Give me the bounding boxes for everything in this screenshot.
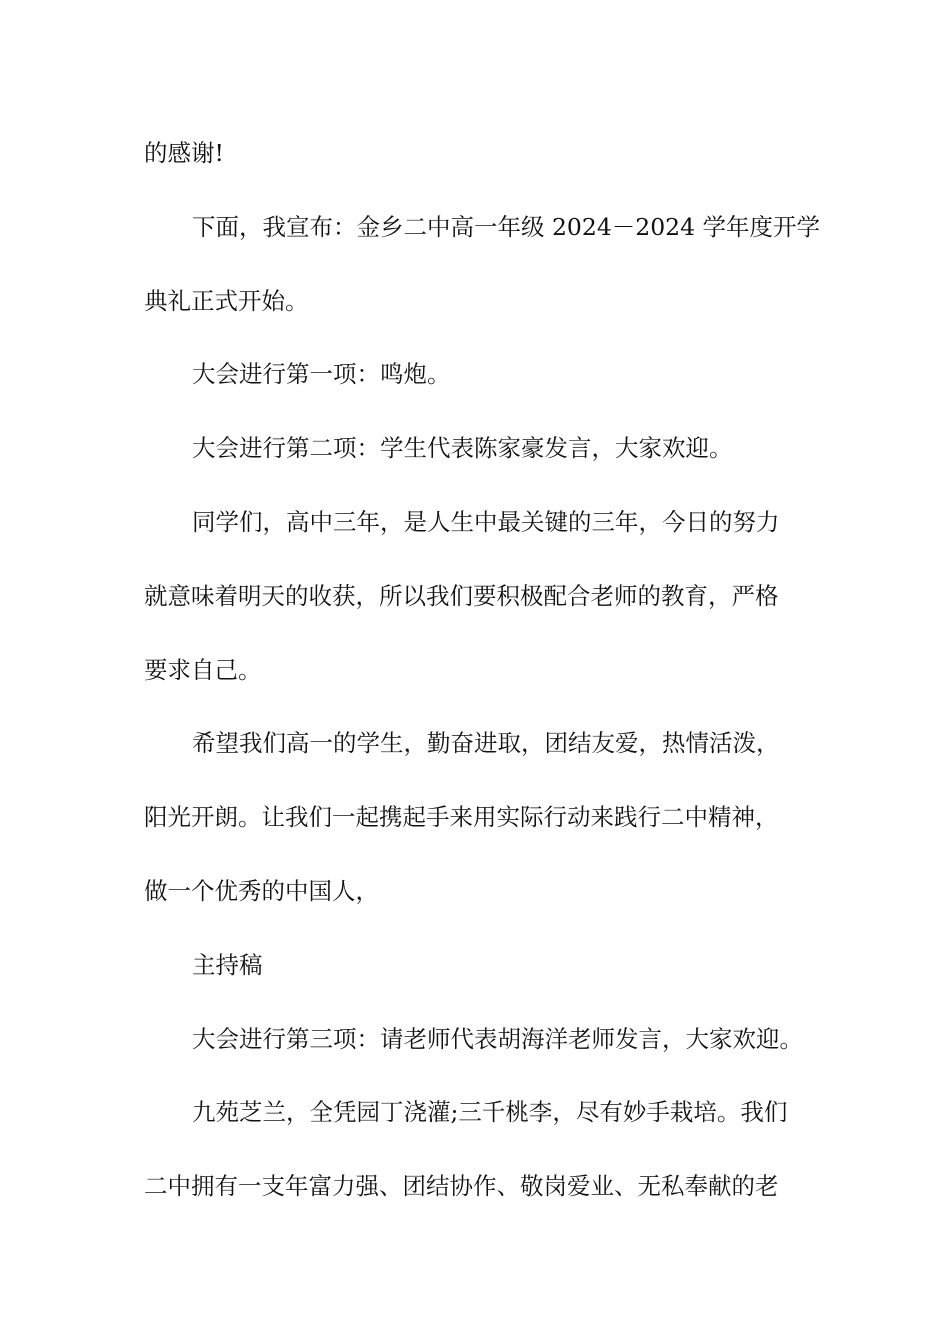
paragraph-start-line: 希望我们高一的学生，勤奋进取，团结友爱，热情活泼， [192, 729, 780, 758]
text-line: 典礼正式开始。 [144, 286, 309, 315]
paragraph-start-line: 大会进行第一项：鸣炮。 [192, 360, 451, 389]
text-line: 做一个优秀的中国人， [144, 876, 379, 905]
paragraph-start-line: 九苑芝兰，全凭园丁浇灌;三千桃李，尽有妙手栽培。我们 [192, 1098, 788, 1127]
section-heading: 主持稿 [192, 950, 263, 979]
body-text [144, 126, 821, 1233]
paragraph-start-line: 大会进行第三项：请老师代表胡海洋老师发言，大家欢迎。 [192, 1024, 803, 1053]
text-line: 的感谢! [144, 139, 224, 167]
paragraph-start-line: 同学们，高中三年，是人生中最关键的三年，今日的努力 [192, 507, 780, 536]
text-line: 二中拥有一支年富力强、团结协作、敬岗爱业、无私奉献的老 [144, 1172, 779, 1201]
text-line: 阳光开朗。让我们一起携起手来用实际行动来践行二中精神， [144, 803, 779, 832]
paragraph-start-line: 大会进行第二项：学生代表陈家豪发言，大家欢迎。 [192, 434, 733, 463]
text-line: 就意味着明天的收获，所以我们要积极配合老师的教育，严格 [144, 581, 779, 610]
paragraph-start-line: 下面，我宣布：金乡二中高一年级 2024－2024 学年度开学 [192, 212, 821, 241]
text-line: 要求自己。 [144, 655, 262, 684]
